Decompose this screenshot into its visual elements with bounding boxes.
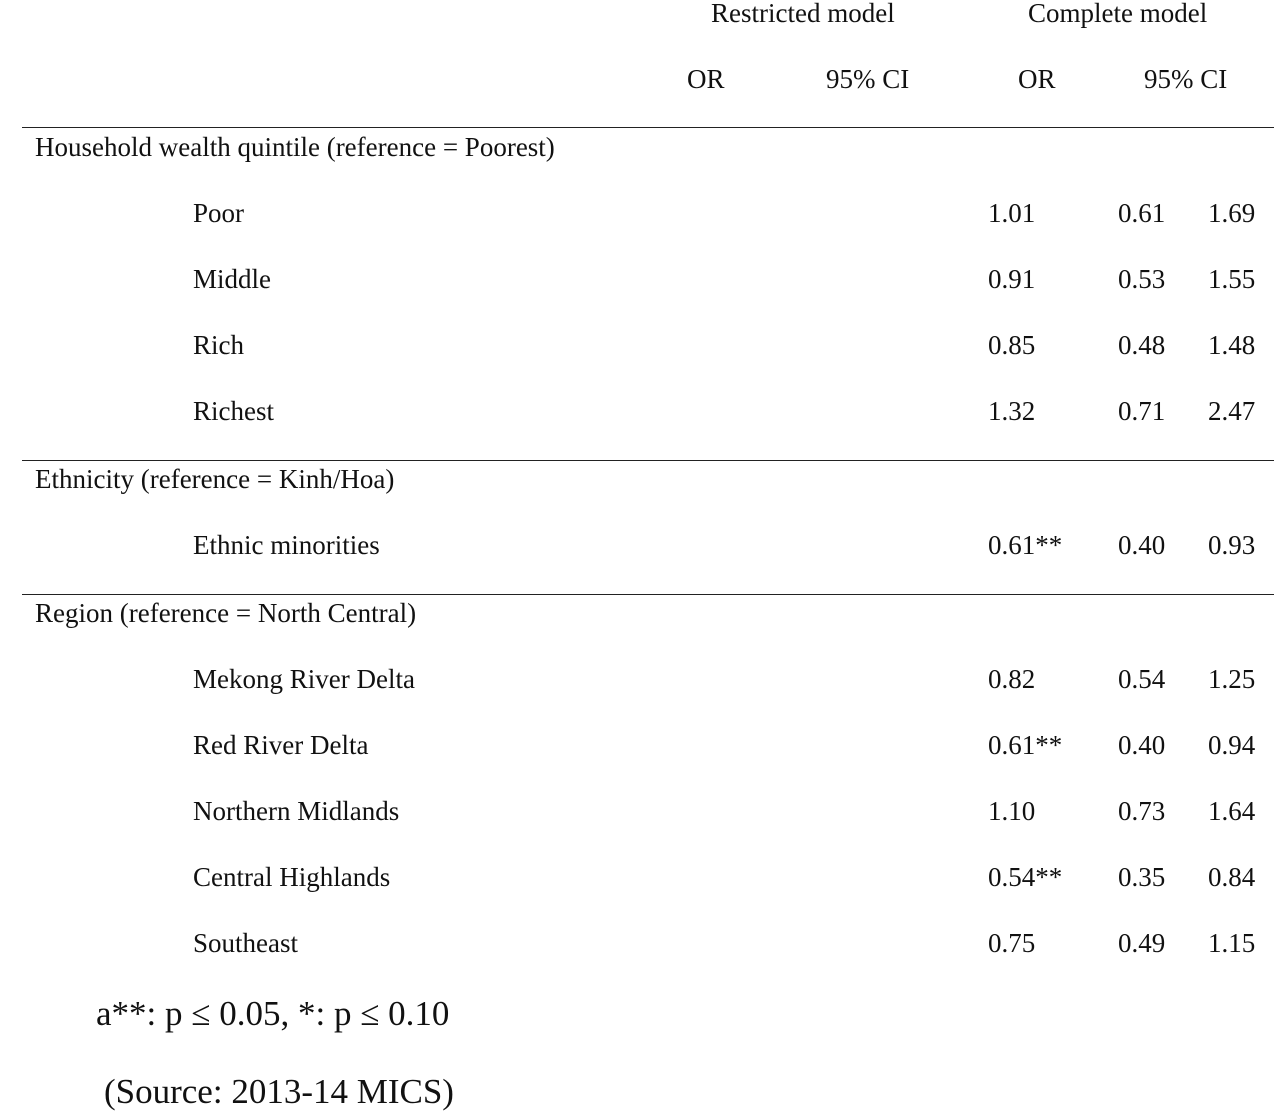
complete-ci-header: 95% CI [1144,64,1228,94]
significance-footnote: a**: p ≤ 0.05, *: p ≤ 0.10 [96,994,450,1033]
row-label: Ethnic minorities [193,530,380,560]
ci-upper: 1.55 [1208,264,1256,294]
section-rule [22,460,1274,461]
row-label: Red River Delta [193,730,369,760]
ci-lower: 0.73 [1118,796,1166,826]
ci-lower: 0.49 [1118,928,1166,958]
odds-ratio: 0.85 [988,330,1036,360]
source-note: (Source: 2013-14 MICS) [104,1072,454,1111]
restricted-ci-header: 95% CI [826,64,910,94]
odds-ratio: 1.10 [988,796,1036,826]
section-rule [22,594,1274,595]
ci-lower: 0.48 [1118,330,1166,360]
ci-lower: 0.61 [1118,198,1166,228]
header-rule [22,127,1274,128]
ci-upper: 0.94 [1208,730,1256,760]
row-label: Northern Midlands [193,796,400,826]
odds-ratio: 0.91 [988,264,1036,294]
odds-ratio: 0.54** [988,862,1063,892]
row-label: Poor [193,198,245,228]
ci-lower: 0.71 [1118,396,1166,426]
odds-ratio: 0.61** [988,530,1063,560]
odds-ratio: 1.32 [988,396,1036,426]
ci-lower: 0.40 [1118,530,1166,560]
section-title-ethnicity: Ethnicity (reference = Kinh/Hoa) [35,464,395,494]
ci-lower: 0.54 [1118,664,1166,694]
restricted-or-header: OR [687,64,725,94]
ci-upper: 2.47 [1208,396,1256,426]
ci-upper: 1.64 [1208,796,1256,826]
odds-ratio: 0.75 [988,928,1036,958]
odds-ratio: 1.01 [988,198,1036,228]
ci-upper: 1.48 [1208,330,1256,360]
ci-upper: 1.25 [1208,664,1256,694]
complete-model-header: Complete model [1028,0,1208,28]
row-label: Middle [193,264,271,294]
row-label: Mekong River Delta [193,664,415,694]
ci-upper: 1.15 [1208,928,1256,958]
complete-or-header: OR [1018,64,1056,94]
restricted-model-header: Restricted model [711,0,895,28]
ci-upper: 1.69 [1208,198,1256,228]
row-label: Central Highlands [193,862,391,892]
ci-upper: 0.84 [1208,862,1256,892]
section-title-region: Region (reference = North Central) [35,598,417,628]
ci-lower: 0.53 [1118,264,1166,294]
odds-ratio: 0.82 [988,664,1036,694]
ci-lower: 0.40 [1118,730,1166,760]
section-title-wealth: Household wealth quintile (reference = Poorest) [35,132,555,162]
row-label: Southeast [193,928,298,958]
row-label: Richest [193,396,274,426]
odds-ratio: 0.61** [988,730,1063,760]
ci-upper: 0.93 [1208,530,1256,560]
ci-lower: 0.35 [1118,862,1166,892]
row-label: Rich [193,330,244,360]
